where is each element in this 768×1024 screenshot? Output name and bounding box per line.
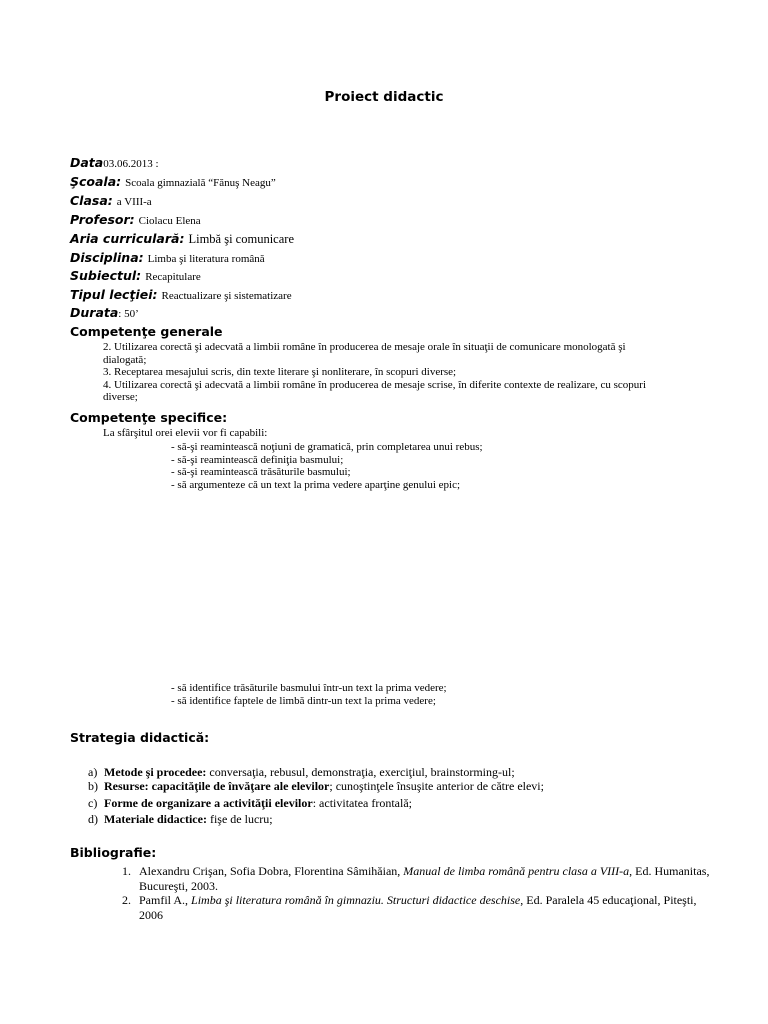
competente-specifice-list bbox=[171, 441, 483, 491]
list-marker: d) bbox=[88, 812, 98, 826]
field-durata-label: Durata bbox=[70, 305, 119, 320]
field-data-value: 03.06.2013 : bbox=[103, 158, 159, 170]
bibliografie-title: Limba şi literatura română în gimnaziu. Structuri didactice deschise bbox=[191, 893, 521, 907]
field-profesor-value: Ciolacu Elena bbox=[138, 215, 201, 227]
strategia-item bbox=[88, 766, 515, 780]
field-disciplina-label: Disciplina: bbox=[70, 250, 144, 265]
bibliografie-authors: Pamfil A., bbox=[139, 893, 192, 907]
strategia-item bbox=[88, 813, 273, 827]
field-data bbox=[70, 154, 159, 173]
strategia-item-text: fişe de lucru; bbox=[206, 812, 273, 826]
competente-specifice-heading: Competenţe specifice: bbox=[70, 410, 228, 425]
strategia-item bbox=[88, 780, 544, 794]
competenta-specifica-item: - să-şi reamintească trăsăturile basmului; bbox=[171, 466, 351, 478]
competente-specifice-intro: La sfârşitul orei elevii vor fi capabili: bbox=[103, 427, 268, 439]
bibliografie-text bbox=[139, 864, 719, 894]
field-scoala bbox=[70, 173, 276, 192]
strategia-item-text: : activitatea frontală; bbox=[312, 796, 412, 810]
bibliografie-number: 1. bbox=[122, 864, 131, 878]
list-marker: b) bbox=[88, 779, 98, 793]
competenta-specifica-item: - să-şi reamintească noţiuni de gramatică, prin completarea unui rebus; bbox=[171, 441, 483, 453]
competenta-generala-line: diverse; bbox=[103, 391, 138, 403]
bibliografie-authors: Alexandru Crişan, Sofia Dobra, Florentina Sâmihăian, bbox=[139, 864, 404, 878]
bibliografie-heading: Bibliografie: bbox=[70, 845, 157, 860]
competenta-specifica-item: - să identifice faptele de limbă dintr-un text la prima vedere; bbox=[171, 694, 436, 707]
competente-generale-list bbox=[103, 341, 646, 404]
competenta-specifica-item: - să-şi reamintească definiţia basmului; bbox=[171, 453, 344, 466]
field-clasa-value: a VIII-a bbox=[116, 196, 152, 208]
strategia-heading: Strategia didactică: bbox=[70, 730, 210, 745]
page-title: Proiect didactic bbox=[324, 89, 444, 105]
strategia-item-label: Resurse: capacităţile de învăţare ale elevilor bbox=[104, 779, 330, 793]
strategia-item-text: ; cunoştinţele însuşite anterior de către elevi; bbox=[329, 779, 544, 793]
field-aria bbox=[70, 230, 294, 248]
field-clasa bbox=[70, 192, 152, 211]
strategia-item-text: conversaţia, rebusul, demonstraţia, exerciţiul, brainstorming-ul; bbox=[206, 765, 515, 779]
strategia-item bbox=[88, 797, 412, 811]
competenta-generala-line: dialogată; bbox=[103, 353, 147, 366]
field-scoala-value: Scoala gimnazială “Fănuş Neagu” bbox=[125, 177, 276, 189]
competenta-generala-line: 4. Utilizarea corectă şi adecvată a limbii române în producerea de mesaje scrise, în diferite contexte de realizare, cu scopuri bbox=[103, 378, 647, 391]
competenta-specifica-item: - să identifice trăsăturile basmului într-un text la prima vedere; bbox=[171, 682, 447, 694]
competente-generale-heading: Competenţe generale bbox=[70, 324, 223, 339]
field-profesor bbox=[70, 211, 201, 230]
field-aria-value: Limbă şi comunicare bbox=[188, 232, 294, 246]
competenta-specifica-item: - să argumenteze că un text la prima vedere aparţine genului epic; bbox=[171, 478, 461, 491]
field-subiectul bbox=[70, 267, 201, 286]
field-disciplina bbox=[70, 249, 265, 268]
bibliografie-publisher: , Ed. Humanitas, Bucureşti, 2003. bbox=[139, 864, 710, 893]
field-tipul-value: Reactualizare şi sistematizare bbox=[161, 290, 292, 302]
field-disciplina-value: Limba şi literatura română bbox=[147, 253, 265, 265]
competenta-generala-line: 3. Receptarea mesajului scris, din texte literare şi nonliterare, în scopuri diverse; bbox=[103, 366, 457, 378]
list-marker: a) bbox=[88, 765, 98, 779]
bibliografie-publisher: , Ed. Paralela 45 educaţional, Piteşti, 2006 bbox=[139, 893, 697, 922]
field-tipul bbox=[70, 286, 292, 305]
field-durata-value: : 50’ bbox=[118, 308, 139, 320]
field-data-label: Data bbox=[70, 155, 104, 170]
bibliografie-title: Manual de limba română pentru clasa a VIII-a bbox=[403, 864, 630, 878]
strategia-item-label: Forme de organizare a activităţii elevilor bbox=[104, 796, 313, 810]
field-subiectul-label: Subiectul: bbox=[70, 268, 142, 283]
strategia-item-label: Metode şi procedee: bbox=[104, 765, 207, 779]
list-marker: c) bbox=[88, 796, 98, 810]
field-tipul-label: Tipul lecţiei: bbox=[70, 287, 158, 302]
field-scoala-label: Şcoala: bbox=[70, 174, 122, 189]
field-subiectul-value: Recapitulare bbox=[145, 271, 201, 283]
field-clasa-label: Clasa: bbox=[70, 193, 113, 208]
field-aria-label: Aria curriculară: bbox=[70, 231, 185, 246]
bibliografie-number: 2. bbox=[122, 893, 131, 907]
competente-specifice-list-continued bbox=[171, 682, 447, 707]
competenta-generala-line: 2. Utilizarea corectă şi adecvată a limbii române în producerea de mesaje orale în situaţii de comunicare monologată şi bbox=[103, 341, 626, 353]
bibliografie-text bbox=[139, 893, 719, 923]
bibliografie-item bbox=[122, 893, 722, 923]
bibliografie-item bbox=[122, 864, 722, 894]
strategia-item-label: Materiale didactice: bbox=[104, 812, 207, 826]
field-durata bbox=[70, 304, 139, 323]
field-profesor-label: Profesor: bbox=[70, 212, 135, 227]
